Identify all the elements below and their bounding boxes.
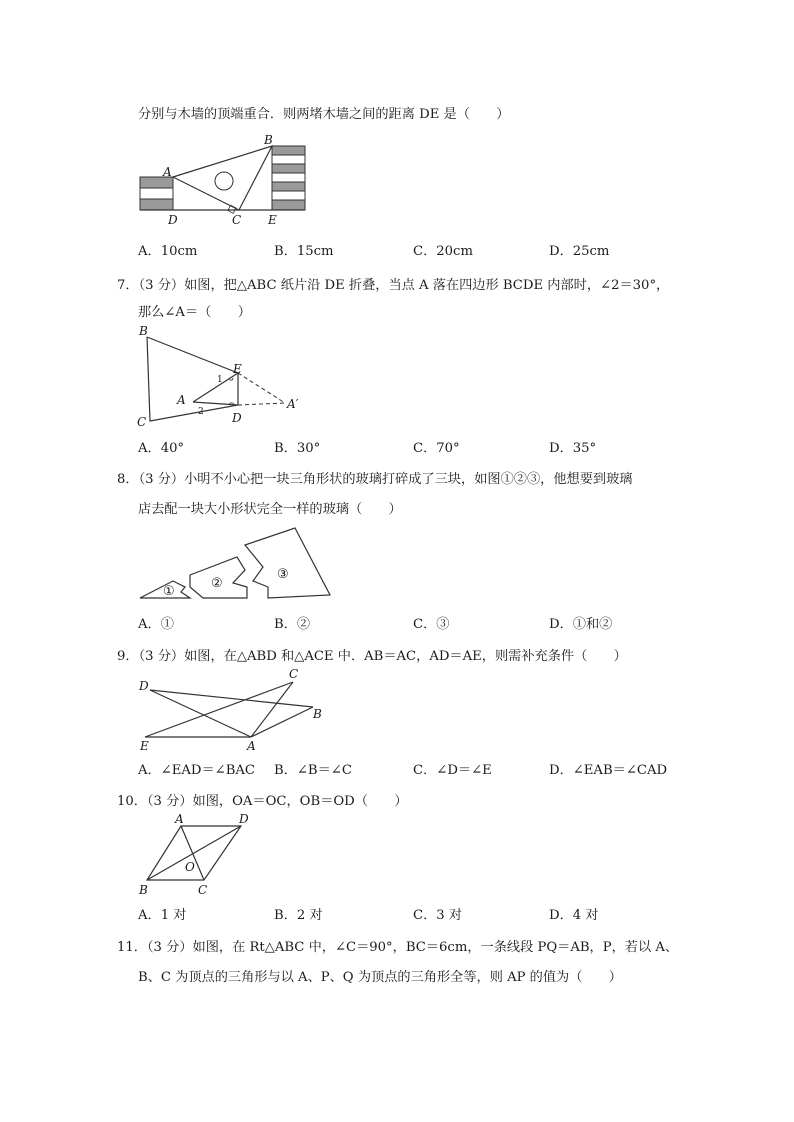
q6-label-b: B [264, 133, 273, 147]
q8-text-line1: 8．（3 分）小明不小心把一块三角形状的玻璃打碎成了三块，如图①②③，他想要到玻璃 [117, 472, 633, 487]
q10-figure [135, 808, 265, 898]
q8-piece-3-label: ③ [277, 567, 289, 582]
q9-label-e: E [140, 739, 149, 753]
q9-label-d: D [139, 679, 149, 693]
q10-option-a[interactable]: A．1 对 [138, 908, 187, 923]
q9-label-c: C [289, 667, 299, 681]
q9-figure [135, 665, 335, 755]
q8-figure [135, 525, 335, 605]
q7-label-b: B [139, 324, 148, 338]
q7-option-b[interactable]: B．30° [274, 441, 321, 456]
q10-option-c[interactable]: C．3 对 [413, 908, 463, 923]
q9-label-a: A [247, 739, 256, 753]
q10-label-a: A [175, 812, 184, 826]
q7-label-aprime: A′ [287, 397, 299, 411]
q6-option-a[interactable]: A．10cm [138, 244, 198, 259]
q10-label-d: D [239, 812, 249, 826]
q7-label-e: E [233, 362, 242, 376]
q6-label-c: C [232, 213, 242, 227]
q10-text: 10．（3 分）如图，OA＝OC，OB＝OD（ ） [117, 794, 408, 809]
q7-angle-2: 2 [198, 407, 204, 417]
q8-piece-1-label: ① [163, 584, 175, 599]
q9-label-b: B [313, 707, 322, 721]
left-wall [140, 177, 173, 210]
q9-option-d[interactable]: D．∠EAB＝∠CAD [549, 763, 668, 778]
q8-option-c[interactable]: C．③ [413, 617, 450, 632]
q6-figure [135, 130, 315, 230]
q10-option-d[interactable]: D．4 对 [549, 908, 599, 923]
q7-text-line2: 那么∠A＝（ ） [138, 305, 251, 320]
q8-option-d[interactable]: D．①和② [549, 617, 613, 632]
q8-option-b[interactable]: B．② [274, 617, 311, 632]
q10-label-o: O [185, 860, 195, 874]
q9-text: 9．（3 分）如图，在△ABD 和△ACE 中．AB＝AC，AD＝AE，则需补充条件（ ） [117, 649, 627, 664]
q7-label-d: D [232, 411, 242, 425]
q7-text-line1: 7．（3 分）如图，把△ABC 纸片沿 DE 折叠，当点 A 落在四边形 BCDE 内部时，∠2＝30°， [117, 278, 670, 293]
q9-option-c[interactable]: C．∠D＝∠E [413, 763, 492, 778]
q6-label-d: D [168, 213, 178, 227]
q6-text: 分别与木墙的顶端重合．则两堵木墙之间的距离 DE 是（ ） [138, 107, 510, 122]
q8-piece-2-label: ② [211, 576, 223, 591]
q9-option-b[interactable]: B．∠B＝∠C [274, 763, 352, 778]
q7-angle-1: 1 [217, 375, 223, 385]
q11-text-line2: B、C 为顶点的三角形与以 A、P、Q 为顶点的三角形全等，则 AP 的值为（ ） [138, 970, 622, 985]
q10-label-c: C [198, 883, 208, 897]
q7-option-c[interactable]: C．70° [413, 441, 460, 456]
q9-option-a[interactable]: A．∠EAD＝∠BAC [138, 763, 256, 778]
q6-label-a: A [163, 165, 172, 179]
q6-option-b[interactable]: B．15cm [274, 244, 334, 259]
q10-option-b[interactable]: B．2 对 [274, 908, 323, 923]
q11-text-line1: 11．（3 分）如图，在 Rt△ABC 中，∠C＝90°，BC＝6cm，一条线段 PQ＝AB，P，若以 A、 [117, 940, 679, 955]
q6-label-e: E [268, 213, 277, 227]
q10-label-b: B [139, 883, 148, 897]
q7-option-a[interactable]: A．40° [138, 441, 185, 456]
q7-option-d[interactable]: D．35° [549, 441, 597, 456]
q6-option-d[interactable]: D．25cm [549, 244, 610, 259]
q7-label-c: C [137, 415, 147, 429]
q6-option-c[interactable]: C．20cm [413, 244, 473, 259]
q8-option-a[interactable]: A．① [138, 617, 174, 632]
q7-label-a: A [177, 393, 186, 407]
q7-figure [135, 322, 310, 434]
q8-text-line2: 店去配一块大小形状完全一样的玻璃（ ） [138, 502, 402, 517]
right-wall [272, 146, 305, 210]
